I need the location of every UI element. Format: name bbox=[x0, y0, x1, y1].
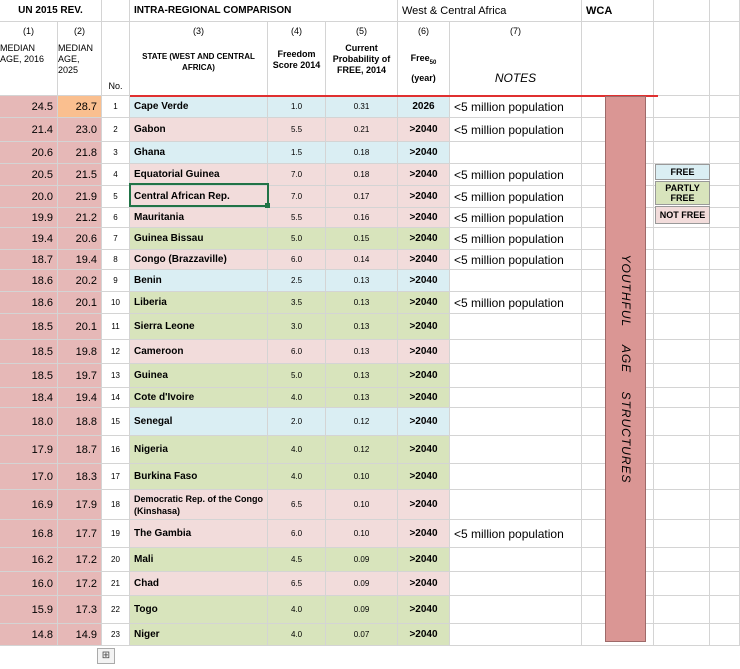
freedom-score-cell[interactable]: 5.5 bbox=[268, 118, 326, 142]
header-empty-cell[interactable] bbox=[710, 22, 740, 96]
probability-cell[interactable]: 0.31 bbox=[326, 96, 398, 118]
row-number-cell[interactable]: 4 bbox=[102, 164, 130, 186]
col-header-free50[interactable] bbox=[398, 22, 450, 96]
freedom-score-cell[interactable]: 4.5 bbox=[268, 548, 326, 572]
row-number-cell[interactable]: 3 bbox=[102, 142, 130, 164]
state-cell[interactable]: Guinea Bissau bbox=[130, 228, 268, 250]
freedom-score-cell[interactable]: 1.5 bbox=[268, 142, 326, 164]
empty-cell[interactable] bbox=[654, 388, 710, 408]
empty-cell[interactable] bbox=[654, 520, 710, 548]
median-2025-cell[interactable]: 20.2 bbox=[58, 270, 102, 292]
probability-cell[interactable]: 0.21 bbox=[326, 118, 398, 142]
empty-cell[interactable] bbox=[710, 520, 740, 548]
median-2016-cell[interactable]: 17.9 bbox=[0, 436, 58, 464]
state-cell[interactable]: Burkina Faso bbox=[130, 464, 268, 490]
freedom-score-cell[interactable]: 4.0 bbox=[268, 464, 326, 490]
free50-year-cell[interactable]: 2026 bbox=[398, 96, 450, 118]
median-2025-cell[interactable]: 21.8 bbox=[58, 142, 102, 164]
state-cell[interactable]: Cameroon bbox=[130, 340, 268, 364]
probability-cell[interactable]: 0.13 bbox=[326, 340, 398, 364]
free50-year-cell[interactable]: >2040 bbox=[398, 142, 450, 164]
col-label: STATE (WEST AND CENTRAL AFRICA) bbox=[142, 52, 255, 72]
free50-year-cell[interactable]: >2040 bbox=[398, 118, 450, 142]
empty-cell[interactable] bbox=[654, 340, 710, 364]
median-2016-cell[interactable]: 18.4 bbox=[0, 388, 58, 408]
probability-cell[interactable]: 0.09 bbox=[326, 548, 398, 572]
empty-cell[interactable] bbox=[710, 340, 740, 364]
row-number-cell[interactable]: 10 bbox=[102, 292, 130, 314]
median-2025-cell[interactable]: 21.2 bbox=[58, 208, 102, 228]
probability-cell[interactable]: 0.10 bbox=[326, 520, 398, 548]
median-2025-cell[interactable]: 19.4 bbox=[58, 250, 102, 270]
col-label: NOTES bbox=[494, 71, 537, 85]
state-cell[interactable]: Nigeria bbox=[130, 436, 268, 464]
empty-cell[interactable] bbox=[710, 142, 740, 164]
header-empty-cell[interactable] bbox=[710, 0, 740, 22]
probability-cell[interactable]: 0.09 bbox=[326, 572, 398, 596]
row-number-cell[interactable]: 19 bbox=[102, 520, 130, 548]
probability-cell[interactable]: 0.10 bbox=[326, 490, 398, 520]
median-2025-cell[interactable]: 18.3 bbox=[58, 464, 102, 490]
freedom-score-cell[interactable]: 4.0 bbox=[268, 624, 326, 646]
free50-year-cell[interactable]: >2040 bbox=[398, 292, 450, 314]
notes-cell[interactable] bbox=[450, 142, 582, 164]
state-cell[interactable]: Senegal bbox=[130, 408, 268, 436]
col-header-state[interactable] bbox=[130, 22, 268, 96]
col-header-probability[interactable] bbox=[326, 22, 398, 96]
state-cell[interactable]: Mali bbox=[130, 548, 268, 572]
youthful-age-label-wrap bbox=[605, 96, 646, 642]
median-2016-cell[interactable]: 18.7 bbox=[0, 250, 58, 270]
empty-cell[interactable] bbox=[710, 186, 740, 208]
row-number-cell[interactable]: 21 bbox=[102, 572, 130, 596]
empty-cell[interactable] bbox=[710, 596, 740, 624]
probability-cell[interactable]: 0.16 bbox=[326, 208, 398, 228]
empty-cell[interactable] bbox=[654, 464, 710, 490]
header-empty-cell[interactable] bbox=[102, 0, 130, 22]
empty-cell[interactable] bbox=[654, 250, 710, 270]
probability-cell[interactable]: 0.13 bbox=[326, 388, 398, 408]
probability-cell[interactable]: 0.12 bbox=[326, 408, 398, 436]
empty-cell[interactable] bbox=[710, 118, 740, 142]
row-number-cell[interactable]: 23 bbox=[102, 624, 130, 646]
notes-cell[interactable] bbox=[450, 490, 582, 520]
notes-cell[interactable] bbox=[450, 388, 582, 408]
empty-cell[interactable] bbox=[710, 228, 740, 250]
probability-cell[interactable]: 0.14 bbox=[326, 250, 398, 270]
empty-cell[interactable] bbox=[654, 436, 710, 464]
median-2025-cell[interactable]: 17.7 bbox=[58, 520, 102, 548]
legend-free[interactable]: FREE bbox=[655, 164, 710, 180]
median-2016-cell[interactable]: 18.5 bbox=[0, 314, 58, 340]
header-region-code[interactable]: WCA bbox=[582, 0, 654, 22]
col-label bbox=[411, 53, 437, 69]
probability-cell[interactable]: 0.13 bbox=[326, 364, 398, 388]
probability-cell[interactable]: 0.09 bbox=[326, 596, 398, 624]
row-number-cell[interactable]: 7 bbox=[102, 228, 130, 250]
row-number-cell[interactable]: 11 bbox=[102, 314, 130, 340]
freedom-score-cell[interactable]: 6.0 bbox=[268, 520, 326, 548]
legend-not-free[interactable]: NOT FREE bbox=[655, 206, 710, 224]
empty-cell[interactable] bbox=[654, 270, 710, 292]
notes-cell[interactable] bbox=[450, 572, 582, 596]
free50-year-cell[interactable]: >2040 bbox=[398, 436, 450, 464]
free50-year-cell[interactable]: >2040 bbox=[398, 340, 450, 364]
median-2016-cell[interactable]: 17.0 bbox=[0, 464, 58, 490]
col-header-no[interactable]: No. bbox=[102, 22, 130, 96]
free50-year-cell[interactable]: >2040 bbox=[398, 186, 450, 208]
notes-cell[interactable]: <5 million population bbox=[450, 96, 582, 118]
header-empty-cell[interactable] bbox=[654, 22, 710, 96]
header-empty-cell[interactable] bbox=[654, 0, 710, 22]
row-number-cell[interactable]: 16 bbox=[102, 436, 130, 464]
median-2025-cell[interactable]: 17.2 bbox=[58, 548, 102, 572]
median-2016-cell[interactable]: 16.8 bbox=[0, 520, 58, 548]
median-2016-cell[interactable]: 14.8 bbox=[0, 624, 58, 646]
row-number-cell[interactable]: 15 bbox=[102, 408, 130, 436]
state-cell[interactable]: Liberia bbox=[130, 292, 268, 314]
free50-year-cell[interactable]: >2040 bbox=[398, 520, 450, 548]
notes-cell[interactable] bbox=[450, 548, 582, 572]
free-label: Free bbox=[410, 53, 430, 63]
empty-cell[interactable] bbox=[710, 96, 740, 118]
free-subscript: 50 bbox=[429, 59, 437, 66]
free50-year-cell[interactable]: >2040 bbox=[398, 164, 450, 186]
median-2016-cell[interactable]: 20.5 bbox=[0, 164, 58, 186]
notes-cell[interactable] bbox=[450, 340, 582, 364]
col-header-median-2016[interactable] bbox=[0, 22, 58, 96]
empty-cell[interactable] bbox=[710, 624, 740, 646]
notes-cell[interactable]: <5 million population bbox=[450, 520, 582, 548]
median-2025-cell[interactable]: 28.7 bbox=[58, 96, 102, 118]
row-number-cell[interactable]: 2 bbox=[102, 118, 130, 142]
notes-cell[interactable] bbox=[450, 464, 582, 490]
notes-cell[interactable] bbox=[450, 408, 582, 436]
probability-cell[interactable]: 0.17 bbox=[326, 186, 398, 208]
paste-options-icon[interactable]: ⊞ bbox=[97, 648, 115, 664]
row-number-cell[interactable]: 17 bbox=[102, 464, 130, 490]
col-number: (2) bbox=[74, 26, 85, 36]
probability-cell[interactable]: 0.13 bbox=[326, 292, 398, 314]
header-intra-regional[interactable]: INTRA-REGIONAL COMPARISON bbox=[130, 0, 398, 22]
freedom-score-cell[interactable]: 7.0 bbox=[268, 164, 326, 186]
median-2025-cell[interactable]: 17.3 bbox=[58, 596, 102, 624]
state-cell[interactable]: Guinea bbox=[130, 364, 268, 388]
notes-cell[interactable] bbox=[450, 364, 582, 388]
free50-year-cell[interactable]: >2040 bbox=[398, 596, 450, 624]
col-number: (6) bbox=[418, 26, 429, 36]
row-number-cell[interactable]: 14 bbox=[102, 388, 130, 408]
empty-cell[interactable] bbox=[710, 208, 740, 228]
free50-year-cell[interactable]: >2040 bbox=[398, 250, 450, 270]
empty-cell[interactable] bbox=[654, 596, 710, 624]
state-cell[interactable]: Chad bbox=[130, 572, 268, 596]
state-cell[interactable]: Gabon bbox=[130, 118, 268, 142]
empty-cell[interactable] bbox=[710, 250, 740, 270]
empty-cell[interactable] bbox=[710, 364, 740, 388]
empty-cell[interactable] bbox=[654, 142, 710, 164]
free50-year-cell[interactable]: >2040 bbox=[398, 270, 450, 292]
state-cell[interactable]: Mauritania bbox=[130, 208, 268, 228]
empty-cell[interactable] bbox=[710, 388, 740, 408]
header-underline bbox=[130, 95, 658, 97]
freedom-score-cell[interactable]: 4.0 bbox=[268, 596, 326, 624]
median-2016-cell[interactable]: 20.0 bbox=[0, 186, 58, 208]
free50-year-cell[interactable]: >2040 bbox=[398, 464, 450, 490]
row-number-cell[interactable]: 5 bbox=[102, 186, 130, 208]
empty-cell[interactable] bbox=[654, 572, 710, 596]
notes-cell[interactable]: <5 million population bbox=[450, 164, 582, 186]
median-2016-cell[interactable]: 16.9 bbox=[0, 490, 58, 520]
row-number-cell[interactable]: 6 bbox=[102, 208, 130, 228]
state-cell[interactable]: Sierra Leone bbox=[130, 314, 268, 340]
empty-cell[interactable] bbox=[654, 408, 710, 436]
freedom-score-cell[interactable]: 7.0 bbox=[268, 186, 326, 208]
empty-cell[interactable] bbox=[654, 118, 710, 142]
free50-year-cell[interactable]: >2040 bbox=[398, 364, 450, 388]
empty-cell[interactable] bbox=[710, 572, 740, 596]
freedom-score-cell[interactable]: 4.0 bbox=[268, 388, 326, 408]
median-2025-cell[interactable]: 20.1 bbox=[58, 292, 102, 314]
median-2016-cell[interactable]: 19.9 bbox=[0, 208, 58, 228]
row-number-cell[interactable]: 12 bbox=[102, 340, 130, 364]
fill-handle[interactable] bbox=[265, 203, 270, 208]
freedom-score-cell[interactable]: 4.0 bbox=[268, 436, 326, 464]
probability-cell[interactable]: 0.10 bbox=[326, 464, 398, 490]
header-empty-cell[interactable] bbox=[582, 22, 654, 96]
state-cell[interactable]: Ghana bbox=[130, 142, 268, 164]
median-2016-cell[interactable]: 16.0 bbox=[0, 572, 58, 596]
median-2025-cell[interactable]: 23.0 bbox=[58, 118, 102, 142]
median-2016-cell[interactable]: 18.0 bbox=[0, 408, 58, 436]
probability-cell[interactable]: 0.18 bbox=[326, 164, 398, 186]
median-2016-cell[interactable]: 19.4 bbox=[0, 228, 58, 250]
col-label-year: (year) bbox=[411, 72, 436, 83]
median-2025-cell[interactable]: 19.7 bbox=[58, 364, 102, 388]
row-number-cell[interactable]: 9 bbox=[102, 270, 130, 292]
col-label: Freedom Score 2014 bbox=[272, 49, 321, 70]
state-cell[interactable]: Central African Rep. bbox=[130, 186, 268, 208]
median-2016-cell[interactable]: 18.6 bbox=[0, 292, 58, 314]
freedom-score-cell[interactable]: 1.0 bbox=[268, 96, 326, 118]
empty-cell[interactable] bbox=[710, 270, 740, 292]
free50-year-cell[interactable]: >2040 bbox=[398, 572, 450, 596]
probability-cell[interactable]: 0.12 bbox=[326, 436, 398, 464]
row-number-cell[interactable]: 13 bbox=[102, 364, 130, 388]
freedom-score-cell[interactable]: 3.5 bbox=[268, 292, 326, 314]
state-cell[interactable]: Congo (Brazzaville) bbox=[130, 250, 268, 270]
freedom-score-cell[interactable]: 6.0 bbox=[268, 340, 326, 364]
header-region[interactable]: West & Central Africa bbox=[398, 0, 582, 22]
empty-cell[interactable] bbox=[710, 408, 740, 436]
row-number-cell[interactable]: 1 bbox=[102, 96, 130, 118]
freedom-score-cell[interactable]: 6.5 bbox=[268, 490, 326, 520]
free50-year-cell[interactable]: >2040 bbox=[398, 624, 450, 646]
empty-cell[interactable] bbox=[710, 436, 740, 464]
selected-cell-outline bbox=[129, 183, 269, 207]
empty-cell[interactable] bbox=[710, 464, 740, 490]
probability-cell[interactable]: 0.07 bbox=[326, 624, 398, 646]
probability-cell[interactable]: 0.13 bbox=[326, 314, 398, 340]
notes-cell[interactable] bbox=[450, 624, 582, 646]
header-un-rev[interactable]: UN 2015 REV. bbox=[0, 0, 102, 22]
notes-cell[interactable]: <5 million population bbox=[450, 186, 582, 208]
free50-year-cell[interactable]: >2040 bbox=[398, 228, 450, 250]
median-2025-cell[interactable]: 19.8 bbox=[58, 340, 102, 364]
state-cell[interactable]: Cote d'Ivoire bbox=[130, 388, 268, 408]
col-label: MEDIAN AGE, 2025 bbox=[58, 43, 94, 75]
free50-year-cell[interactable]: >2040 bbox=[398, 490, 450, 520]
col-number: (1) bbox=[23, 26, 34, 36]
empty-cell[interactable] bbox=[710, 548, 740, 572]
empty-cell[interactable] bbox=[654, 314, 710, 340]
empty-cell[interactable] bbox=[654, 228, 710, 250]
median-2025-cell[interactable]: 14.9 bbox=[58, 624, 102, 646]
youthful-age-label: YOUTHFUL AGE STRUCTURES bbox=[618, 254, 633, 484]
empty-cell[interactable] bbox=[654, 548, 710, 572]
free50-year-cell[interactable]: >2040 bbox=[398, 548, 450, 572]
notes-cell[interactable]: <5 million population bbox=[450, 292, 582, 314]
col-label: Current Probability of FREE, 2014 bbox=[332, 43, 391, 75]
notes-cell[interactable]: <5 million population bbox=[450, 118, 582, 142]
col-header-freedom-score[interactable] bbox=[268, 22, 326, 96]
freedom-score-cell[interactable]: 5.0 bbox=[268, 364, 326, 388]
row-number-cell[interactable]: 20 bbox=[102, 548, 130, 572]
median-2025-cell[interactable]: 20.1 bbox=[58, 314, 102, 340]
freedom-score-cell[interactable]: 6.5 bbox=[268, 572, 326, 596]
state-cell[interactable]: Cape Verde bbox=[130, 96, 268, 118]
col-header-median-2025[interactable] bbox=[58, 22, 102, 96]
median-2016-cell[interactable]: 16.2 bbox=[0, 548, 58, 572]
state-cell[interactable]: Democratic Rep. of the Congo (Kinshasa) bbox=[130, 490, 268, 520]
row-number-cell[interactable]: 22 bbox=[102, 596, 130, 624]
notes-cell[interactable] bbox=[450, 436, 582, 464]
empty-cell[interactable] bbox=[710, 292, 740, 314]
median-2016-cell[interactable]: 15.9 bbox=[0, 596, 58, 624]
empty-cell[interactable] bbox=[654, 292, 710, 314]
median-2025-cell[interactable]: 20.6 bbox=[58, 228, 102, 250]
notes-cell[interactable] bbox=[450, 596, 582, 624]
freedom-score-cell[interactable]: 2.0 bbox=[268, 408, 326, 436]
state-cell[interactable]: Equatorial Guinea bbox=[130, 164, 268, 186]
freedom-score-cell[interactable]: 5.0 bbox=[268, 228, 326, 250]
state-cell[interactable]: The Gambia bbox=[130, 520, 268, 548]
median-2025-cell[interactable]: 17.9 bbox=[58, 490, 102, 520]
median-2025-cell[interactable]: 19.4 bbox=[58, 388, 102, 408]
free50-year-cell[interactable]: >2040 bbox=[398, 314, 450, 340]
row-number-cell[interactable]: 8 bbox=[102, 250, 130, 270]
free50-year-cell[interactable]: >2040 bbox=[398, 208, 450, 228]
col-label: MEDIAN AGE, 2016 bbox=[0, 43, 45, 64]
empty-cell[interactable] bbox=[710, 490, 740, 520]
empty-cell[interactable] bbox=[654, 624, 710, 646]
probability-cell[interactable]: 0.13 bbox=[326, 270, 398, 292]
free50-year-cell[interactable]: >2040 bbox=[398, 388, 450, 408]
col-number: (4) bbox=[291, 26, 302, 36]
median-2016-cell[interactable]: 18.5 bbox=[0, 364, 58, 388]
empty-cell[interactable] bbox=[710, 164, 740, 186]
notes-cell[interactable] bbox=[450, 314, 582, 340]
median-2016-cell[interactable]: 18.6 bbox=[0, 270, 58, 292]
col-number: (3) bbox=[193, 26, 204, 36]
freedom-score-cell[interactable]: 6.0 bbox=[268, 250, 326, 270]
row-number-cell[interactable]: 18 bbox=[102, 490, 130, 520]
median-2016-cell[interactable]: 21.4 bbox=[0, 118, 58, 142]
state-cell[interactable]: Togo bbox=[130, 596, 268, 624]
legend-partly-free[interactable]: PARTLY FREE bbox=[655, 181, 710, 205]
col-header-notes[interactable] bbox=[450, 22, 582, 96]
probability-cell[interactable]: 0.18 bbox=[326, 142, 398, 164]
median-2016-cell[interactable]: 24.5 bbox=[0, 96, 58, 118]
col-number: (5) bbox=[356, 26, 367, 36]
median-2016-cell[interactable]: 20.6 bbox=[0, 142, 58, 164]
notes-cell[interactable]: <5 million population bbox=[450, 250, 582, 270]
freedom-score-cell[interactable]: 3.0 bbox=[268, 314, 326, 340]
col-number: (7) bbox=[510, 26, 521, 36]
freedom-score-cell[interactable]: 2.5 bbox=[268, 270, 326, 292]
state-cell[interactable]: Niger bbox=[130, 624, 268, 646]
notes-cell[interactable] bbox=[450, 270, 582, 292]
median-2025-cell[interactable]: 17.2 bbox=[58, 572, 102, 596]
notes-cell[interactable]: <5 million population bbox=[450, 228, 582, 250]
notes-cell[interactable]: <5 million population bbox=[450, 208, 582, 228]
empty-cell[interactable] bbox=[654, 96, 710, 118]
median-2025-cell[interactable]: 21.9 bbox=[58, 186, 102, 208]
empty-cell[interactable] bbox=[710, 314, 740, 340]
free50-year-cell[interactable]: >2040 bbox=[398, 408, 450, 436]
median-2025-cell[interactable]: 21.5 bbox=[58, 164, 102, 186]
probability-cell[interactable]: 0.15 bbox=[326, 228, 398, 250]
empty-cell[interactable] bbox=[654, 490, 710, 520]
empty-cell[interactable] bbox=[654, 364, 710, 388]
freedom-score-cell[interactable]: 5.5 bbox=[268, 208, 326, 228]
median-2025-cell[interactable]: 18.8 bbox=[58, 408, 102, 436]
state-cell[interactable]: Benin bbox=[130, 270, 268, 292]
median-2025-cell[interactable]: 18.7 bbox=[58, 436, 102, 464]
median-2016-cell[interactable]: 18.5 bbox=[0, 340, 58, 364]
